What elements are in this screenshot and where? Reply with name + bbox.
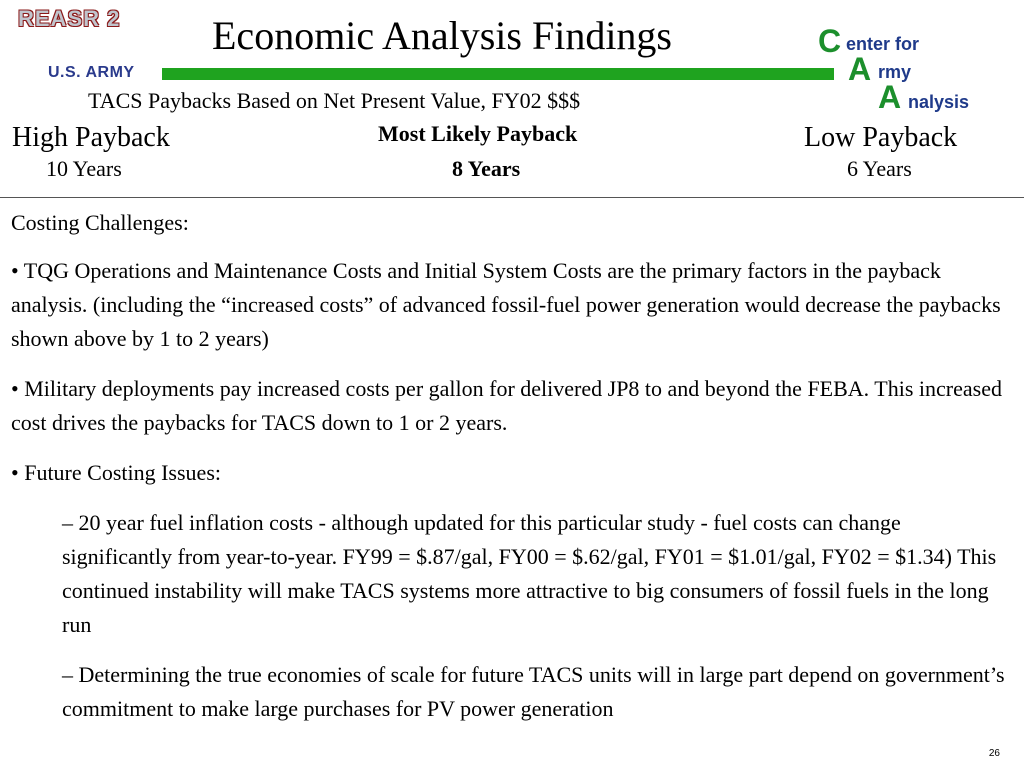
slide-title: Economic Analysis Findings [212,13,672,58]
sub-bullet-item: – 20 year fuel inflation costs - although updated for this particular study - fuel costs can change significantly from year-to-year. FY99 = $.87/gal, FY00 = $.62/gal, FY01 = $1.01/gal, FY02 = $1.34) This continued instability will make TACS systems more attractive to big consumers of fossil fuels in the long run [62,510,997,637]
high-payback-value: 10 Years [46,156,122,181]
page-number: 26 [988,748,1000,759]
sub-bullet-item: – Determining the true economies of scale for future TACS units will in large part depend on government’s commitment to make large purchases for PV power generation [62,662,1005,721]
title-underline-bar [162,68,834,80]
most-likely-payback-label: Most Likely Payback [378,121,578,146]
bullet-item: • Military deployments pay increased costs per gallon for delivered JP8 to and beyond the FEBA. This increased cost drives the paybacks for TACS down to 1 or 2 years. [11,376,1002,435]
section-divider [0,197,1024,198]
low-payback-value: 6 Years [847,156,912,181]
caa-letter-c: C [818,23,842,59]
caa-word-enter-for: enter for [846,34,920,54]
costing-challenges-heading: Costing Challenges: [11,210,189,235]
costing-challenges-section [11,206,1014,742]
most-likely-payback-value: 8 Years [452,156,521,181]
payback-subtitle: TACS Paybacks Based on Net Present Value, FY02 $$$ [88,88,581,113]
caa-word-rmy: rmy [878,62,912,82]
reasr-logo: REASR 2 [18,6,121,31]
us-army-label: U.S. ARMY [48,64,135,81]
low-payback-label: Low Payback [804,122,958,153]
bullet-item: • TQG Operations and Maintenance Costs and Initial System Costs are the primary factors in the payback analysis. (including the “increased costs” of advanced fossil-fuel power generation would decrease the paybacks shown above by 1 to 2 years) [11,258,1001,351]
high-payback-label: High Payback [12,122,170,153]
center-for-army-analysis-logo [818,23,1018,116]
caa-word-nalysis: nalysis [908,92,970,112]
caa-letter-a2: A [878,79,902,115]
bullet-item: • Future Costing Issues: [11,460,221,485]
caa-letter-a1: A [848,51,872,87]
